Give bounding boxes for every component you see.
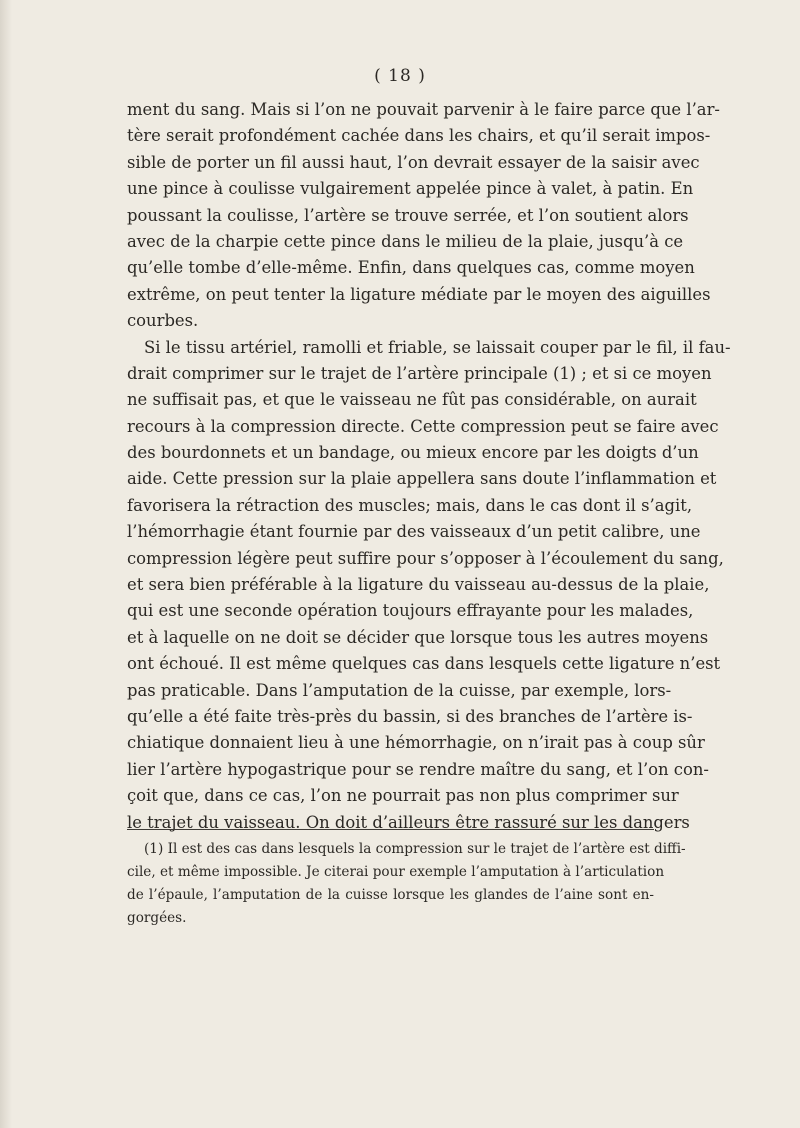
footnote-line: cile, et même impossible. Je citerai pour exemple l’amputation à l’articulation [127, 864, 665, 880]
text-line: sible de porter un fil aussi haut, l’on devrait essayer de la saisir avec [127, 152, 700, 172]
footnote-line: (1) Il est des cas dans lesquels la compression sur le trajet de l’artère est diffi- [144, 841, 686, 857]
main-text [127, 97, 731, 836]
text-line: l’hémorrhagie étant fournie par des vaisseaux d’un petit calibre, une [127, 522, 701, 542]
footnote-divider [127, 829, 654, 830]
text-line: une pince à coulisse vulgairement appelée pince à valet, à patin. En [127, 179, 694, 199]
text-line: drait comprimer sur le trajet de l’artère principale (1) ; et si ce moyen [127, 363, 712, 383]
text-line: tère serait profondément cachée dans les chairs, et qu’il serait impos- [127, 126, 711, 146]
scan-edge-shadow [0, 0, 12, 1128]
text-line: et sera bien préférable à la ligature du vaisseau au-dessus de la plaie, [127, 575, 710, 595]
footnote [127, 838, 686, 930]
text-line: qu’elle a été faite très-près du bassin, si des branches de l’artère is- [127, 706, 693, 726]
text-line: extrême, on peut tenter la ligature médiate par le moyen des aiguilles [127, 284, 711, 304]
text-line: qu’elle tombe d’elle-même. Enfin, dans quelques cas, comme moyen [127, 258, 695, 278]
text-line: poussant la coulisse, l’artère se trouve serrée, et l’on soutient alors [127, 205, 689, 225]
text-line: compression légère peut suffire pour s’opposer à l’écoulement du sang, [127, 548, 724, 568]
text-line: et à laquelle on ne doit se décider que lorsque tous les autres moyens [127, 627, 709, 647]
text-line: çoit que, dans ce cas, l’on ne pourrait pas non plus comprimer sur [127, 786, 679, 806]
text-line: Si le tissu artériel, ramolli et friable, se laissait couper par le fil, il fau- [144, 337, 731, 357]
text-line: ne suffisait pas, et que le vaisseau ne fût pas considérable, on aurait [127, 390, 697, 410]
text-line: courbes. [127, 311, 199, 331]
text-line: avec de la charpie cette pince dans le milieu de la plaie, jusqu’à ce [127, 231, 684, 251]
footnote-line: gorgées. [127, 910, 187, 926]
text-line: recours à la compression directe. Cette compression peut se faire avec [127, 416, 719, 436]
text-line: aide. Cette pression sur la plaie appellera sans doute l’inflammation et [127, 469, 717, 489]
text-line: ont échoué. Il est même quelques cas dans lesquels cette ligature n’est [127, 654, 721, 674]
footnote-line: de l’épaule, l’amputation de la cuisse lorsque les glandes de l’aine sont en- [127, 887, 654, 903]
text-line: qui est une seconde opération toujours effrayante pour les malades, [127, 601, 694, 621]
page-number: ( 18 ) [374, 66, 426, 86]
text-line: favorisera la rétraction des muscles; mais, dans le cas dont il s’agit, [127, 495, 693, 515]
text-line: des bourdonnets et un bandage, ou mieux encore par les doigts d’un [127, 443, 699, 463]
text-line: le trajet du vaisseau. On doit d’ailleurs être rassuré sur les dangers [127, 812, 690, 832]
text-line: lier l’artère hypogastrique pour se rendre maître du sang, et l’on con- [127, 759, 709, 779]
text-line: pas praticable. Dans l’amputation de la cuisse, par exemple, lors- [127, 680, 672, 700]
text-line: chiatique donnaient lieu à une hémorrhagie, on n’irait pas à coup sûr [127, 733, 705, 753]
text-line: ment du sang. Mais si l’on ne pouvait parvenir à le faire parce que l’ar- [127, 100, 720, 119]
